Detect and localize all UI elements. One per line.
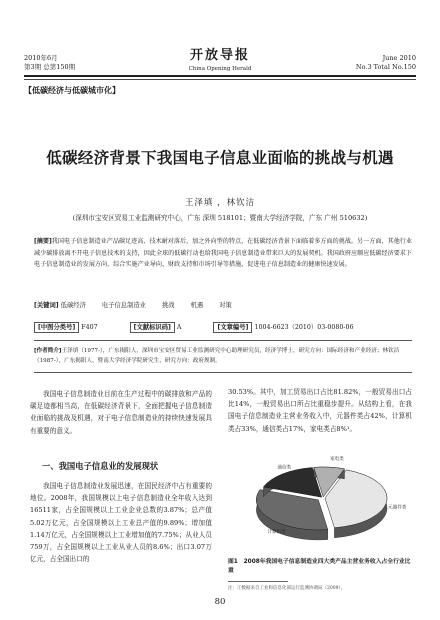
pie-slice-label: 通信类 xyxy=(277,465,292,471)
keyword: 电子信息制造业 xyxy=(101,302,146,309)
divider xyxy=(34,340,412,341)
issue-date-en: June 2010 xyxy=(382,54,416,62)
clc-value: F407 xyxy=(81,324,98,331)
keywords-label: [关键词] xyxy=(34,302,59,309)
issue-date: 2010年6月 xyxy=(24,54,58,62)
pie-slice-label: 家电类 xyxy=(330,457,344,462)
header-rule-thin xyxy=(24,79,416,80)
pie-chart xyxy=(228,452,414,556)
keyword: 挑战 xyxy=(161,302,175,309)
column-tag: 【低碳经济与低碳城市化】 xyxy=(24,86,120,95)
pie-slice-label: 计算机类 xyxy=(267,530,286,536)
keywords xyxy=(34,300,412,309)
article-id-value: 1004-6623（2010）03-0080-06 xyxy=(254,324,354,331)
doc-code-value: A xyxy=(176,324,182,331)
pie-slice-label: 元器件类 xyxy=(388,505,407,511)
header-rule-thick xyxy=(24,75,416,77)
journal-issue-info-en xyxy=(356,54,416,71)
abstract xyxy=(34,236,412,271)
doc-code-label: [文献标识码] xyxy=(130,322,175,333)
article-id-label: [文章编号] xyxy=(213,322,252,333)
author-note-label: [作者简介] xyxy=(34,348,62,354)
page-number: 80 xyxy=(214,597,226,607)
article-title: 低碳经济背景下我国电子信息业面临的挑战与机遇 xyxy=(46,149,394,167)
issue-number-en: No.3 Total No.150 xyxy=(355,62,416,71)
section-paragraph: 我国电子信息制造业发展迅速，在国民经济中占有重要的地位。2008年，我国规模以上电子信息制造业全年收入达到16511家，占全国规模以上工业企业总数的3.87%；总产值5.02万亿元，占全国规模以上工业总产值的9.89%；增加值1.14万亿元，占全国规模以上工业增加值的7.75%；从业人员759万，占全国规模以上工业从业人员的8.6%；出口3.07万亿元，占全国出口的 xyxy=(30,482,212,564)
issue-number: 第3期 总第150期 xyxy=(24,62,76,71)
journal-issue-info xyxy=(24,54,75,71)
pie-slices xyxy=(256,467,387,540)
section-heading: 一、我国电子信息业的发展现状 xyxy=(42,461,159,471)
intro-paragraph: 我国电子信息制造业目前在生产过程中的碳排放和产品的碳足迹都相当高，在低碳经济背景下，全面把握电子信息制造业面临的挑战及机遇，对于电子信息制造业的持续快速发展具有重要的意义。 xyxy=(30,390,212,435)
abstract-text: 我国电子信息制造业产品碳足迹高、技术耐对落后，加之外向型的特点，在低碳经济背景下面临着多方面的挑战。另一方面，其他行业减少碳排放离不开电子信息技术的支持，因此全球的低碳行动也给我国电子信息制造业带来巨大的发展契机。我国政府应顺应低碳经济要求下电子信息制造业的发展方向，综合实施产业导向、财政支持和市场引导等措施，促进电子信息制造业的健康快速发展。 xyxy=(34,238,412,268)
author-affiliation: (深圳市宝安区贸易工业监测研究中心，广东 深圳 518101；暨南大学经济学院，广东 广州 510632) xyxy=(72,214,368,222)
author-note xyxy=(34,346,412,366)
article-authors: 王泽填 ，林钦洁 xyxy=(184,198,256,208)
column2-paragraph: 30.53%。其中，加工贸易出口占比81.82%，一般贸易出口占比14%，一般贸易出口所占比重稳步提升。从结构上看，在我国电子信息制造业主营业务收入中，元器件类占42%，计算机类占33%，通信类占17%，家电类占8%¹。 xyxy=(228,388,412,433)
journal-masthead xyxy=(150,44,290,72)
figure-caption: 图1 2008年我国电子信息制造业四大类产品主营业务收入占全行业比重 xyxy=(228,559,411,574)
keyword: 低碳经济 xyxy=(60,302,86,309)
journal-subtitle: China Opening Herald xyxy=(188,66,252,72)
classification-row xyxy=(34,322,354,331)
abstract-label: [摘要] xyxy=(34,238,52,245)
author-note-text: 王泽填（1977-），广东揭阳人，深圳市宝安区贸易工业监测研究中心助理研究员，经济学博士，研究方向：国际经济和产业经济；林钦洁（1987-），广东揭阳人，暨南大学经济学院研究生，研究方向：政府规制。 xyxy=(34,348,400,364)
footnote: 注：①数据来自工业和信息化部运行监测协调局（2009）。 xyxy=(228,586,346,591)
footnote-rule xyxy=(228,581,288,582)
keyword: 对策 xyxy=(219,302,232,309)
clc-label: [中图分类号] xyxy=(34,322,79,333)
divider xyxy=(34,372,412,373)
keyword: 机遇 xyxy=(190,302,204,309)
journal-title: 开放导报 xyxy=(189,48,250,63)
